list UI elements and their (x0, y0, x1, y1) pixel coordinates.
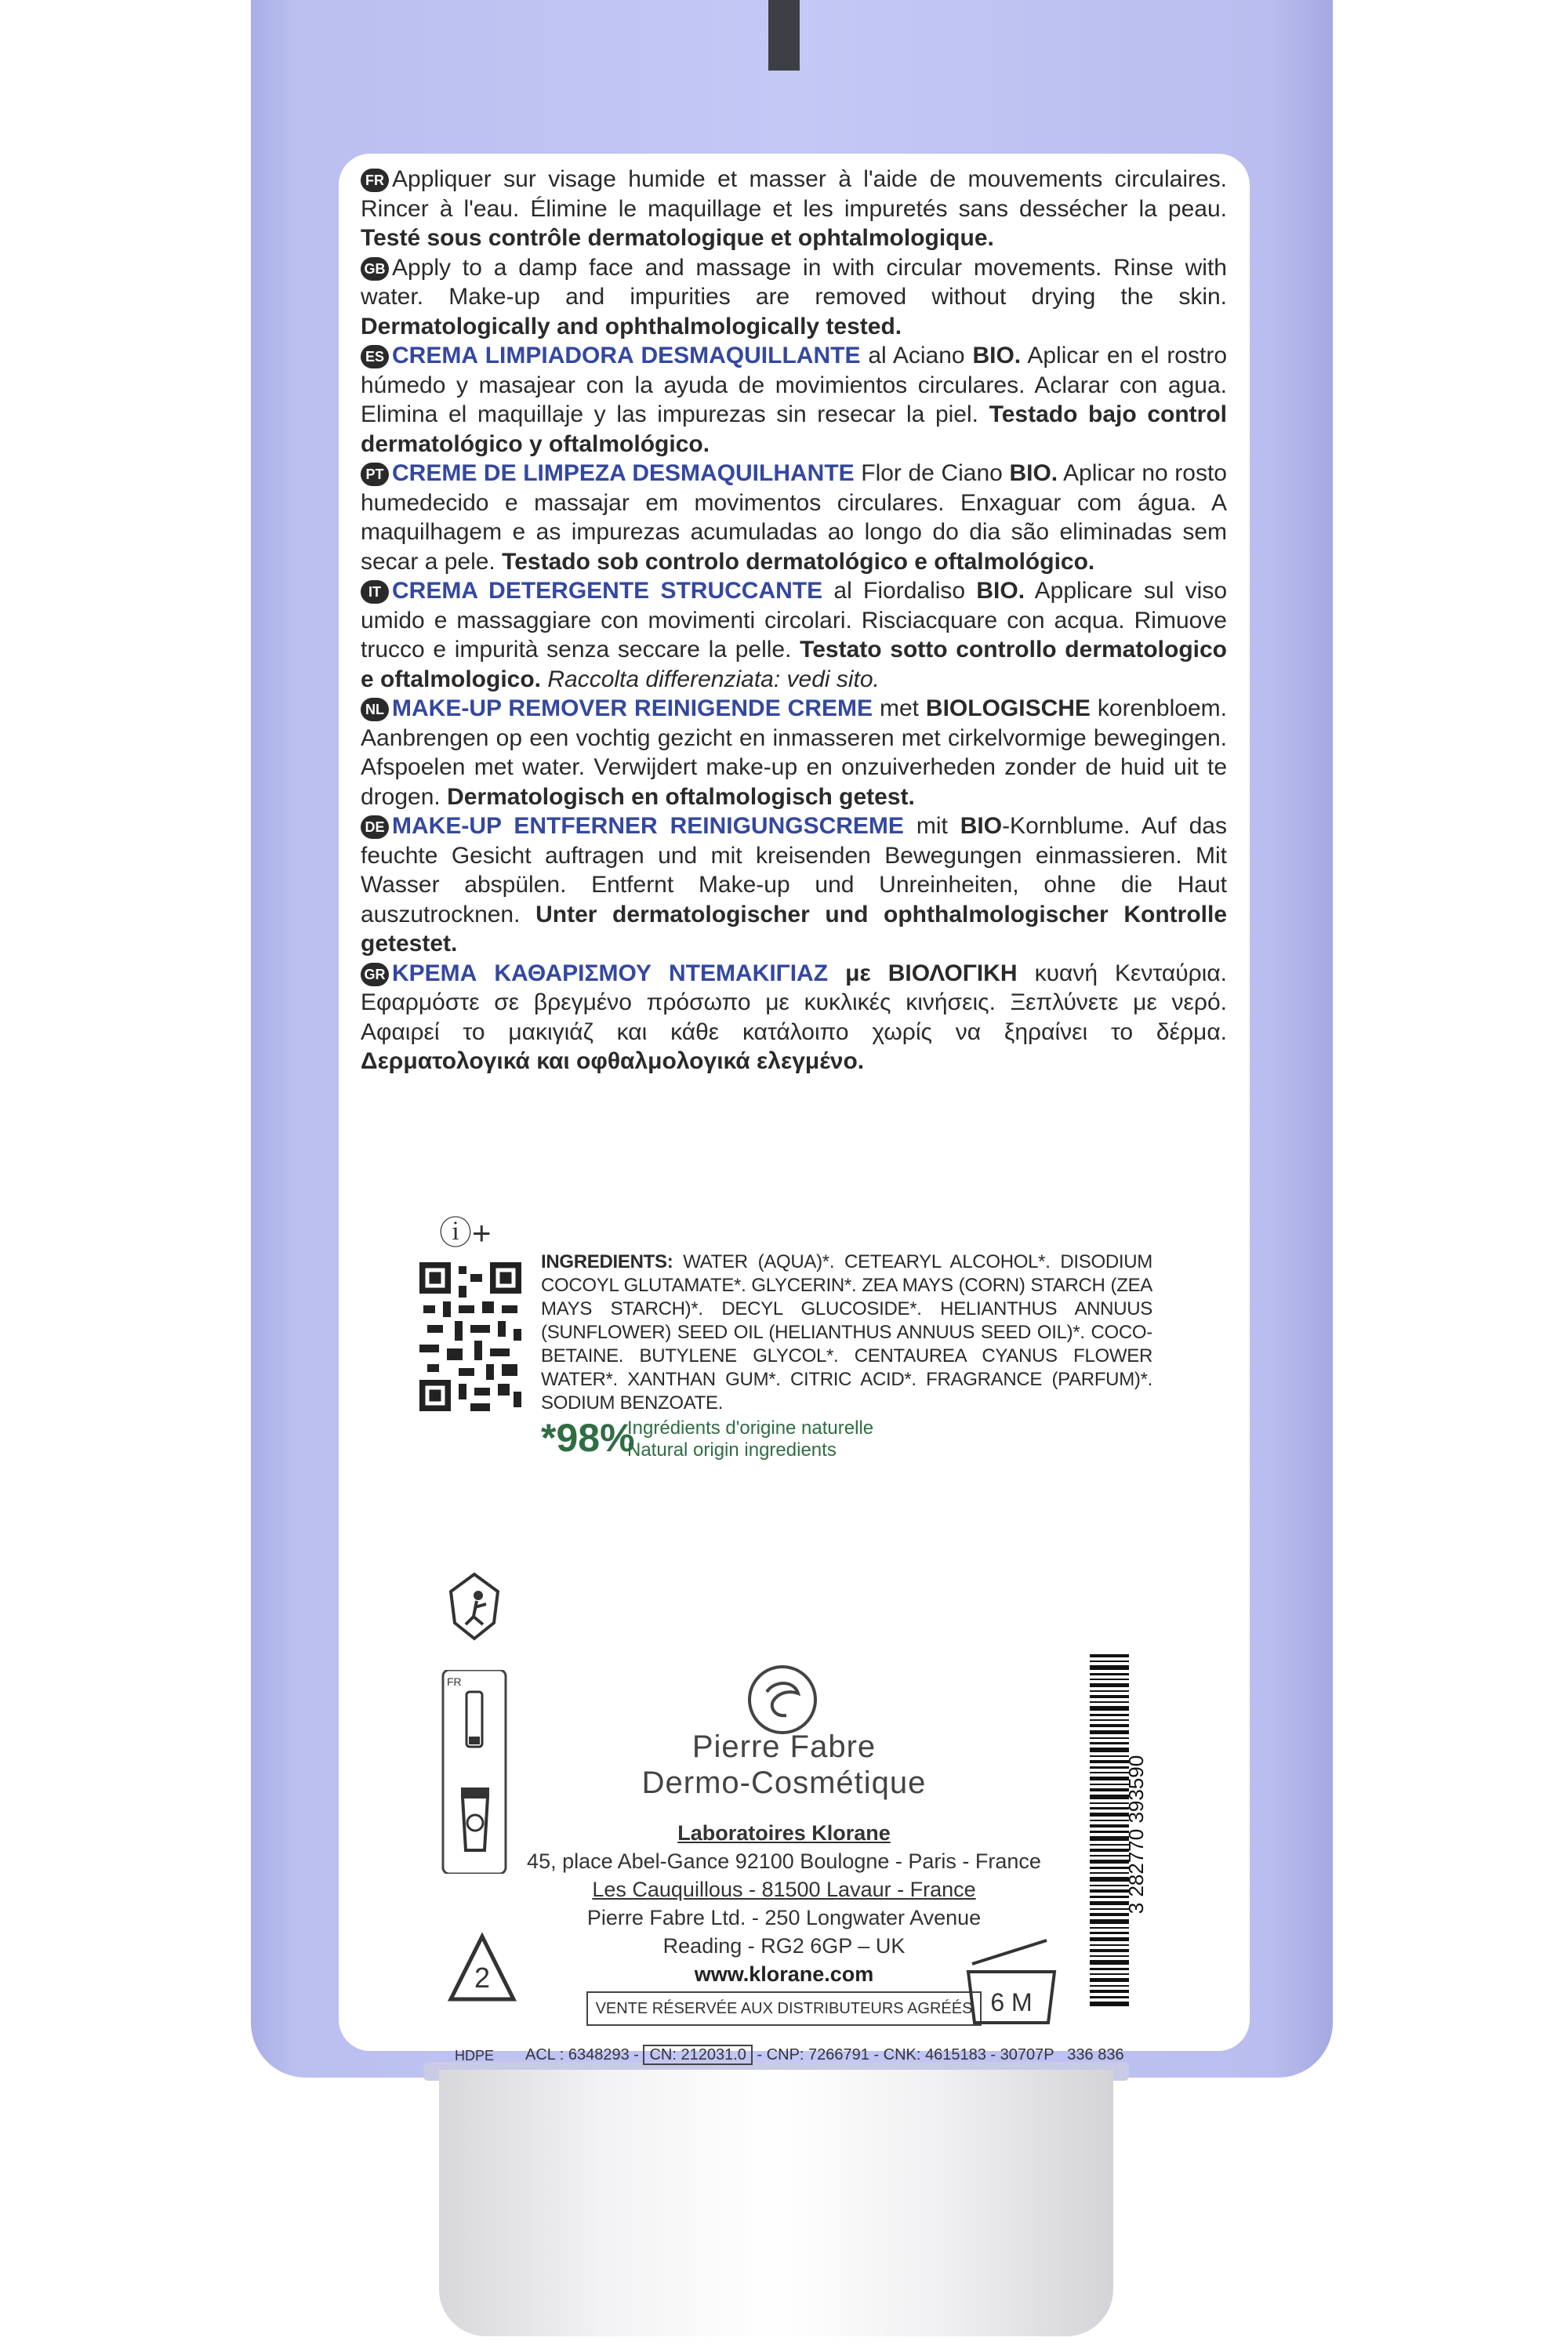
svg-text:3 282770 393590: 3 282770 393590 (1124, 1755, 1148, 1915)
svg-text:2: 2 (474, 1962, 491, 1994)
hdpe-label: HDPE (455, 2048, 495, 2063)
gr-paragraph: GR ΚΡΕΜΑ ΚΑΘΑΡΙΣΜΟΥ ΝΤΕΜΑΚΙΓΙΑΖ με ΒΙΟΛΟΓΙΚΗ κυανή Κενταύρια. Εφαρμόστε σε βρεγμένο πρόσωπο με κυκλικές κινήσεις. Ξεπλύνετε με νερό. Αφαιρεί το μακιγιάζ και κάθε κατάλοιπο χωρίς να ξηραίνει το δέρμα. Δερματολογικά και οφθαλμολογικά ελεγμένο. (361, 960, 1228, 1074)
usage-text-block (361, 165, 1227, 1076)
de-paragraph: DE MAKE-UP ENTFERNER REINIGUNGSCREME mit BIO-Kornblume. Auf das feuchte Gesicht auftragen und mit kreisenden Bewegungen einmassieren. Mit Wasser abspülen. Entfernt Make-up und Unreinheiten, ohne die Haut auszutrocknen. Unter dermatologischer und ophthalmologischer Kontrolle getestet. (361, 813, 1228, 956)
tidyman-recycle-icon (439, 1568, 510, 1646)
lang-badge-gr: GR (361, 963, 389, 986)
natural-origin-percent: *98% (541, 1416, 635, 1460)
lang-badge-es: ES (361, 345, 389, 368)
fr-paragraph: FR Appliquer sur visage humide et masser à l'aide de mouvements circulaires. Rincer à l'eau. Élimine le maquillage et les impuretés sans dessécher la peau. Testé sous contrôle dermatologique et ophtalmologique. (361, 166, 1227, 251)
distribution-notice: VENTE RÉSERVÉE AUX DISTRIBUTEURS AGRÉÉS (586, 1991, 982, 2026)
svg-text:6 M: 6 M (990, 1988, 1033, 2016)
pt-paragraph: PT CREME DE LIMPEZA DESMAQUILHANTE Flor de Ciano BIO. Aplicar no rosto humedecido e massajar em movimentos circulares. Enxaguar com água. A maquilhagem e as impurezas acumuladas ao longo do dia são eliminadas sem secar a pele. Testado sob controlo dermatológico e oftalmológico. (361, 460, 1227, 575)
brand-name: Pierre Fabre Dermo-Cosmétique (641, 1730, 927, 1800)
lang-badge-nl: NL (361, 698, 389, 721)
lang-badge-it: IT (361, 580, 389, 604)
lang-badge-gb: GB (361, 257, 389, 281)
it-paragraph: IT CREMA DETERGENTE STRUCCANTE al Fiordaliso BIO. Applicare sul viso umido e massaggiare con movimenti circolari. Risciacquare con acqua. Rimuove trucco e impurità senza seccare la pelle. Testato sotto controllo dermatologico e oftalmologico. Raccolta differenziata: vedi sito. (361, 578, 1227, 692)
lang-badge-pt: PT (361, 463, 389, 486)
website-link: www.klorane.com (694, 1962, 874, 1986)
tube-seal (768, 0, 800, 71)
product-codes: ACL : 6348293 - CN: 212031.0 - CNP: 7266791 - CNK: 4615183 - 30707P 336 836 (525, 2046, 1124, 2063)
es-paragraph: ES CREMA LIMPIADORA DESMAQUILLANTE al Aciano BIO. Aplicar en el rostro húmedo y masajear con la ayuda de movimientos circulares. Aclarar con agua. Elimina el maquillaje y las impurezas sin resecar la piel. Testado bajo control dermatológico y oftalmológico. (361, 343, 1228, 457)
hdpe-recycle-triangle-icon (439, 1921, 525, 2038)
manufacturer-address: Laboratoires Klorane 45, place Abel-Gance 92100 Boulogne - Paris - France Les Cauquillous - 81500 Lavaur - France Pierre Fabre Ltd. - 250 Longwater Avenue Reading - RG2 6GP – UK www.klorane.com VENTE RÉSERVÉE AUX DISTRIBUTEURS AGRÉÉS (494, 1819, 1074, 2026)
natural-origin-text: Ingrédients d'origine naturelle Natural origin ingredients (627, 1417, 874, 1461)
pierre-fabre-logo-icon (743, 1661, 822, 1739)
tube-cap (439, 2070, 1113, 2336)
gb-paragraph: GB Apply to a damp face and massage in with circular movements. Rinse with water. Make-up and impurities are removed without drying the skin. Dermatologically and ophthalmologically tested. (361, 254, 1227, 339)
ingredients-list: INGREDIENTS: WATER (AQUA)*. CETEARYL ALCOHOL*. DISODIUM COCOYL GLUTAMATE*. GLYCERIN*. ZEA MAYS (CORN) STARCH (ZEA MAYS STARCH)*. DECYL GLUCOSIDE*. HELIANTHUS ANNUUS (SUNFLOWER) SEED OIL (HELIANTHUS ANNUUS SEED OIL)*. COCO-BETAINE. BUTYLENE GLYCOL*. CENTAUREA CYANUS FLOWER WATER*. XANTHAN GUM*. CITRIC ACID*. FRAGRANCE (PARFUM)*. SODIUM BENZOATE. (541, 1251, 1152, 1414)
lang-badge-fr: FR (361, 169, 389, 192)
svg-text:FR: FR (447, 1675, 462, 1688)
info-plus-icon: ⓘ+ (439, 1214, 492, 1251)
period-after-opening-icon (960, 1936, 1062, 2031)
qr-code-icon (416, 1258, 525, 1415)
barcode-icon (1090, 1654, 1152, 2015)
lang-badge-de: DE (361, 815, 389, 839)
nl-paragraph: NL MAKE-UP REMOVER REINIGENDE CREME met BIOLOGISCHE korenbloem. Aanbrengen op een vochtig gezicht en inmasseren met cirkelvormige bewegingen. Afspoelen met water. Verwijdert make-up en onzuiverheden zonder de huid uit te drogen. Dermatologisch en oftalmologisch getest. (361, 695, 1227, 810)
